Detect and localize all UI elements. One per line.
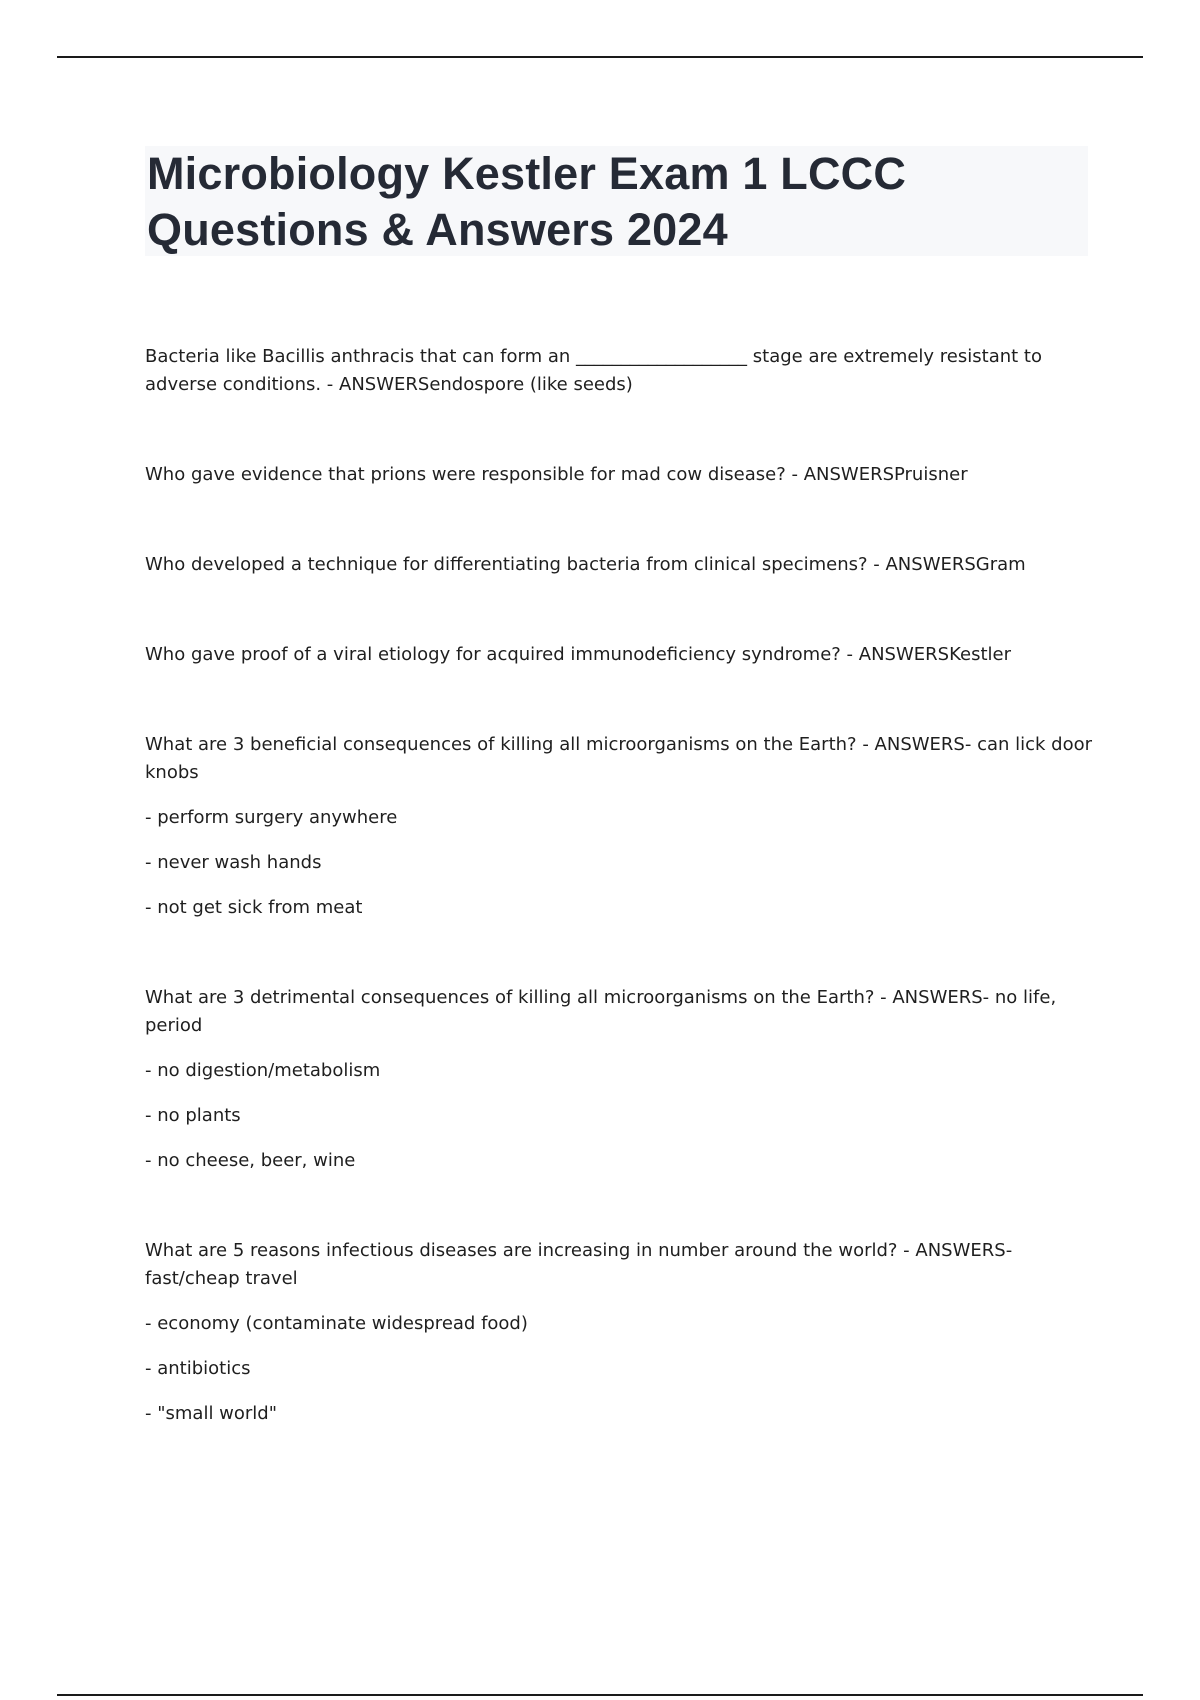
- question-answer-text: What are 3 beneficial consequences of killing all microorganisms on the Earth? - ANSWERS- can lick door knobs: [145, 734, 1093, 783]
- question-answer-text: Who developed a technique for differentiating bacteria from clinical specimens? - ANSWERSGram: [145, 554, 1026, 575]
- qa-item: [145, 731, 1095, 922]
- answer-list-item: - no cheese, beer, wine: [145, 1150, 356, 1171]
- qa-item: [145, 984, 1095, 1175]
- qa-item: [145, 461, 1095, 489]
- qa-list: [145, 343, 1095, 1490]
- qa-item: [145, 641, 1095, 669]
- top-divider: [57, 56, 1143, 58]
- bottom-divider: [57, 1694, 1143, 1696]
- answer-list-item: - perform surgery anywhere: [145, 807, 398, 828]
- answer-list-item: - never wash hands: [145, 852, 322, 873]
- question-answer-text: What are 5 reasons infectious diseases are increasing in number around the world? - ANSWERS- fast/cheap travel: [145, 1240, 1013, 1289]
- title-block: [145, 146, 1088, 256]
- question-answer-text: Bacteria like Bacillis anthracis that can form an ___________________ stage are extremely resistant to adverse conditions. - ANSWERSendospore (like seeds): [145, 346, 1042, 395]
- qa-item: [145, 1237, 1095, 1428]
- answer-list-item: - no digestion/metabolism: [145, 1060, 381, 1081]
- answer-list-item: - antibiotics: [145, 1358, 251, 1379]
- answer-list-item: - no plants: [145, 1105, 241, 1126]
- answer-list-item: - economy (contaminate widespread food): [145, 1313, 528, 1334]
- qa-item: [145, 343, 1095, 399]
- answer-list-item: - "small world": [145, 1403, 278, 1424]
- qa-item: [145, 551, 1095, 579]
- answer-list-item: - not get sick from meat: [145, 897, 363, 918]
- document-title: Microbiology Kestler Exam 1 LCCC Questions & Answers 2024: [147, 148, 907, 255]
- question-answer-text: What are 3 detrimental consequences of killing all microorganisms on the Earth? - ANSWERS- no life, period: [145, 987, 1057, 1036]
- question-answer-text: Who gave evidence that prions were responsible for mad cow disease? - ANSWERSPruisner: [145, 464, 968, 485]
- question-answer-text: Who gave proof of a viral etiology for acquired immunodeficiency syndrome? - ANSWERSKestler: [145, 644, 1011, 665]
